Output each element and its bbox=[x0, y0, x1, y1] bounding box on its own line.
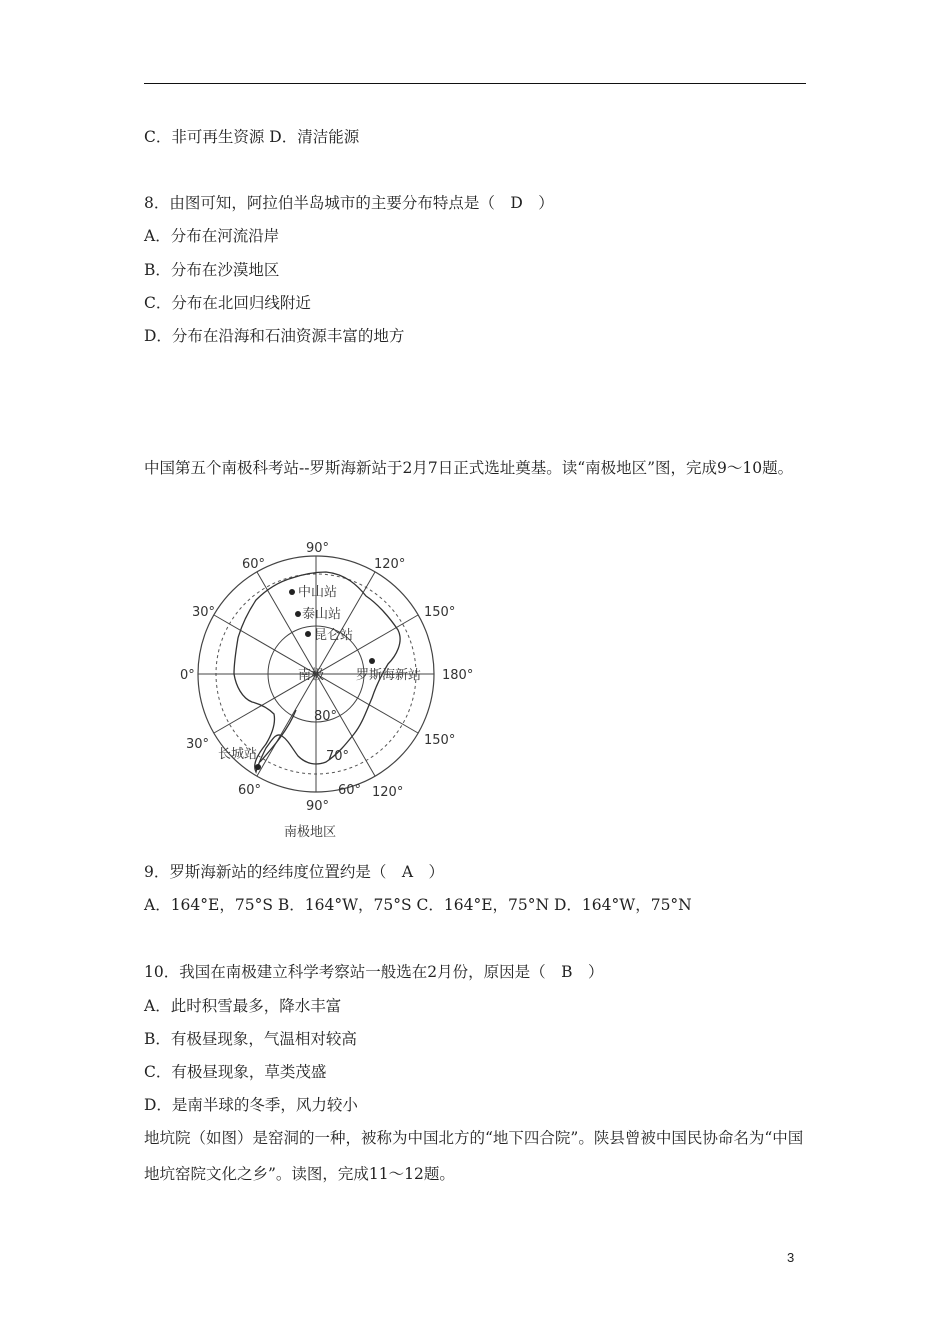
lon-upper-left: 30° bbox=[192, 605, 216, 620]
map-caption: 南极地区 bbox=[284, 825, 337, 840]
rossnew-marker bbox=[369, 658, 375, 664]
lon-top: 90° bbox=[306, 541, 330, 556]
q10-option-c: C．有极昼现象，草类茂盛 bbox=[144, 1063, 327, 1081]
rossnew-label: 罗斯海新站 bbox=[356, 668, 422, 683]
lat-80-label: 80° bbox=[314, 709, 338, 724]
zhongshan-marker bbox=[289, 589, 295, 595]
q10-option-a: A．此时积雪最多，降水丰富 bbox=[144, 997, 342, 1015]
lat-60-label: 60° bbox=[338, 783, 362, 798]
south-pole-label: 南极 bbox=[298, 668, 325, 683]
q10-option-d: D．是南半球的冬季，风力较小 bbox=[144, 1096, 358, 1114]
lon-bottom: 90° bbox=[306, 799, 330, 814]
lat-70-label: 70° bbox=[326, 749, 350, 764]
changcheng-marker bbox=[255, 764, 261, 770]
kunlun-marker bbox=[305, 631, 311, 637]
q8-stem: 8．由图可知，阿拉伯半岛城市的主要分布特点是（ D ） bbox=[144, 194, 554, 212]
lon-upper-right: 150° bbox=[424, 605, 456, 620]
taishan-marker bbox=[295, 611, 301, 617]
q8-option-d: D．分布在沿海和石油资源丰富的地方 bbox=[144, 327, 405, 345]
q9-stem: 9．罗斯海新站的经纬度位置约是（ A ） bbox=[144, 863, 445, 881]
changcheng-label: 长城站 bbox=[218, 747, 258, 762]
q8-option-c: C．分布在北回归线附近 bbox=[144, 294, 311, 312]
lon-bottom-left: 60° bbox=[238, 783, 262, 798]
intro-9-10: 中国第五个南极科考站--罗斯海新站于2月7日正式选址奠基。读“南极地区”图，完成9～10题。 bbox=[144, 459, 794, 477]
q7-options: C．非可再生资源 D．清洁能源 bbox=[144, 128, 360, 146]
q8-option-a: A．分布在河流沿岸 bbox=[144, 227, 280, 245]
antarctic-map bbox=[176, 534, 476, 844]
page-number: 3 bbox=[787, 1250, 795, 1265]
lon-left: 0° bbox=[180, 668, 195, 683]
lon-lower-left: 30° bbox=[186, 737, 210, 752]
taishan-label: 泰山站 bbox=[302, 607, 342, 622]
lon-lower-right: 150° bbox=[424, 733, 456, 748]
q10-option-b: B．有极昼现象，气温相对较高 bbox=[144, 1030, 357, 1048]
intro-11-12: 地坑院（如图）是窑洞的一种，被称为中国北方的“地下四合院”。陕县曾被中国民协命名为“中国地坑窑院文化之乡”。读图，完成11～12题。 bbox=[144, 1129, 804, 1183]
lon-top-left: 60° bbox=[242, 557, 266, 572]
lon-top-right: 120° bbox=[374, 557, 406, 572]
lon-right: 180° bbox=[442, 668, 474, 683]
kunlun-label: 昆仑站 bbox=[314, 628, 354, 643]
lon-bottom-right: 120° bbox=[372, 785, 404, 800]
q9-options: A．164°E，75°S B．164°W，75°S C．164°E，75°N D．164°W，75°N bbox=[144, 896, 692, 914]
zhongshan-label: 中山站 bbox=[298, 585, 338, 600]
header-rule bbox=[144, 83, 806, 84]
q8-option-b: B．分布在沙漠地区 bbox=[144, 261, 280, 279]
q10-stem: 10．我国在南极建立科学考察站一般选在2月份，原因是（ B ） bbox=[144, 963, 604, 981]
